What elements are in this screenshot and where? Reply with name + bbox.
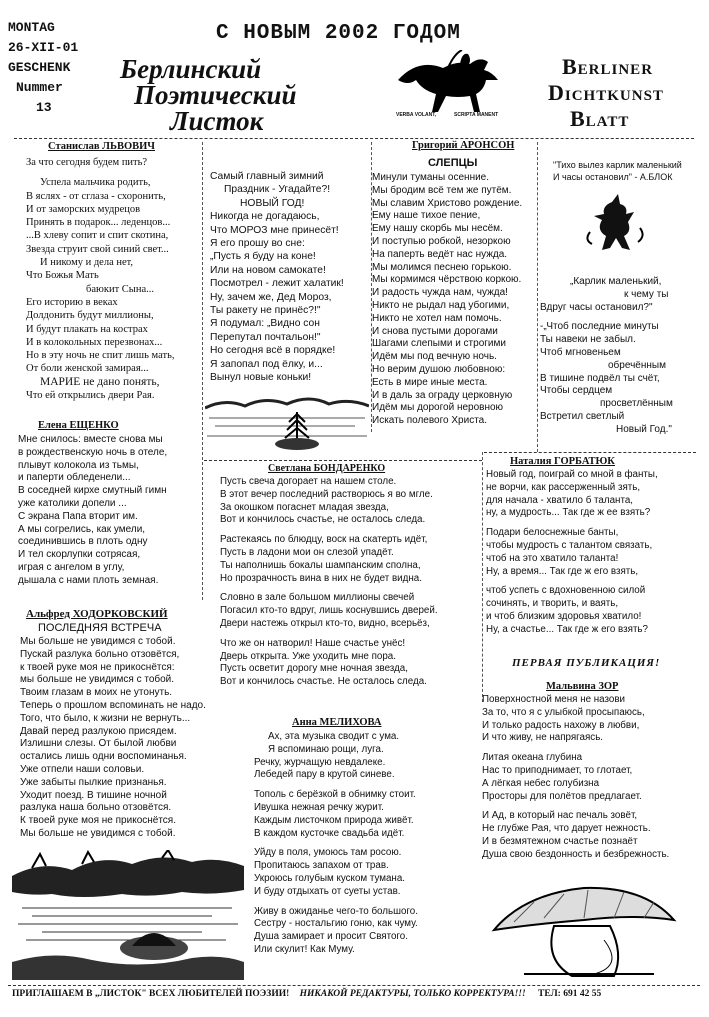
poem-line: Чтобы сердцем (540, 385, 613, 397)
poem-line: Того, что было, к жизни не вернуть... (20, 712, 191, 724)
poem-line: А лёгкая небес голубизна (482, 777, 600, 789)
poem-line: Что МОРОЗ мне принесёт! (210, 224, 339, 236)
poem-bondarenko (220, 476, 482, 689)
poem-title-last-meeting: ПОСЛЕДНЯЯ ВСТРЕЧА (38, 622, 162, 634)
logo-caption-left: VERBA VOLANT, (396, 112, 437, 118)
poem-line: И радость чужда нам, чужда! (372, 287, 508, 299)
poem-line: Тополь с берёзкой в обнимку стоит. (254, 789, 416, 801)
poem-line: не ворчи, как рассерженный зять, (486, 481, 641, 493)
poem-gorbatyuk (486, 469, 702, 637)
poem-line: И что живу, не напрягаясь. (482, 732, 604, 744)
poem-line: Посмотрел - лежит халатик! (210, 278, 344, 290)
poem-line: ...В хлеву сопит и спит скотина, (26, 230, 169, 242)
poem-line: Теперь о прошлом вспоминать не надо. (20, 699, 206, 711)
poem-lvovich (26, 156, 202, 402)
poem-line: Что же он натворил! Наше счастье унёс! (220, 637, 406, 649)
poem-line: Ему наше тихое пение, (372, 210, 481, 222)
poem-line: Двери настежь открыл кто-то, видно, всерьёз, (220, 617, 430, 629)
poem-line: Искать полевого Христа. (372, 415, 487, 427)
winter-landscape-drawing (205, 392, 369, 454)
poem-line: „Карлик маленький, (570, 276, 662, 287)
issue-type: GESCHENK (8, 60, 71, 75)
poem-line: И буду отдыхать от суеты устав. (254, 885, 401, 897)
poem-line: и паперти обледенели... (18, 472, 131, 484)
poem-line: Сестру - ностальгию гоню, как чуму. (254, 918, 418, 930)
poem-line: И в колокольных перезвонах... (26, 336, 163, 348)
poem-line: Ну, а время... Так где ж его взять, (486, 565, 639, 577)
poem-line: За то, что я с улыбкой просыпаюсь, (482, 706, 645, 718)
poem-line: Никто не хотел нам помочь. (372, 312, 502, 324)
poem-line: остались лишь одни воспоминанья. (20, 751, 187, 763)
poem-line: Пусть в ладони мои он слезой упадёт. (220, 546, 394, 558)
rule-mid-left (204, 460, 482, 461)
author-lvovich: Станислав ЛЬВОВИЧ (48, 141, 155, 152)
poem-line: Дверь открыта. Уже уходить мне пора. (220, 650, 396, 662)
author-khodorkovsky: Альфред ХОДОРКОВСКИЙ (26, 608, 168, 620)
poem-line: Идём мы дорогой неровною (372, 402, 504, 414)
poem-line: к твоей руке моя не прикоснётся: (20, 661, 175, 673)
poem-line: Я подумал: „Видно сон (210, 318, 320, 330)
poem-line: Душа свою бездонность и безбрежность. (482, 848, 670, 860)
poem-line: Пускай разлука больно отзовётся, (20, 648, 180, 660)
footer-phone: ТЕЛ: 691 42 55 (538, 989, 602, 999)
poem-line: соединившись в плоть одну (18, 536, 148, 548)
poem-line: Никто не рыдал над убогими, (372, 299, 510, 311)
poem-line: Что Божья Мать (26, 270, 99, 282)
poem-line: и чтоб близким здоровья хватило! (486, 610, 642, 622)
poem-line: За окошком погаснет младая звезда, (220, 501, 389, 513)
poem-line: И поступью робкой, незоркою (372, 235, 511, 247)
poem-line: Уже отпели наши соловьи. (20, 763, 145, 775)
poem-line: Ну, зачем же, Дед Мороз, (210, 291, 332, 303)
poem-line: Ты наполнишь бокалы шампанским сполна, (220, 559, 421, 571)
issue-info (8, 18, 108, 118)
poem-line: Но сегодня всё в порядке! (210, 345, 336, 357)
mushroom-drawing (484, 870, 684, 982)
poem-line: дышала с нами плоть земная. (18, 574, 159, 586)
footer-rule (8, 985, 700, 986)
poem-line: просветлённым (600, 398, 673, 410)
poem-new-year-child (210, 170, 370, 385)
poem-line: Самый главный зимний (210, 171, 324, 182)
title-ru-line3: Листок (170, 106, 264, 136)
poem-line: Речку, журчащую невдалеке. (254, 756, 386, 768)
poem-line: НОВЫЙ ГОД! (240, 197, 305, 209)
poem-line: -„Чтоб последние минуты (540, 321, 659, 333)
epigraph-line: "Тихо вылез карлик маленький (553, 160, 682, 170)
poem-line: к чему ты (624, 288, 669, 300)
footer (12, 989, 702, 999)
poem-line: Ему нашу скорбь мы несём. (372, 223, 503, 235)
horse-rider-logo (388, 50, 516, 120)
poem-line: Ты ракету не принёс?!" (210, 305, 321, 317)
poem-line: Но в эту ночь не спит лишь мать, (26, 350, 175, 362)
poem-line: Я запопал под ёлку, и... (210, 358, 323, 370)
poem-line: Его историю в веках (26, 296, 118, 308)
author-melikhova: Анна МЕЛИХОВА (292, 717, 382, 728)
header-rule (14, 138, 694, 139)
poem-line: Минули туманы осенние. (372, 172, 490, 183)
poem-dwarf (540, 276, 705, 437)
poem-line: Вот и кончилось счастье. Не осталось следа. (220, 676, 427, 688)
poem-line: Никогда не догадаюсь, (210, 211, 320, 223)
epigraph-line: И часы остановил" - А.БЛОК (553, 172, 673, 182)
first-publication-banner: ПЕРВАЯ ПУБЛИКАЦИЯ! (512, 657, 661, 669)
title-de-line1: Berliner (562, 54, 654, 79)
poem-line: Вынул новые коньки! (210, 372, 312, 384)
poem-line: Встретил светлый (540, 410, 625, 422)
poem-line: Не глубже Рая, что дарует нежность. (482, 823, 651, 835)
footer-invite: ПРИГЛАШАЕМ В „ЛИСТОК" ВСЕХ ЛЮБИТЕЛЕЙ ПОЭЗИИ! (12, 989, 290, 999)
title-de-line2: Dichtkunst (548, 80, 664, 105)
title-de-line3: Blatt (570, 106, 630, 131)
poem-line: И только радость нахожу в любви, (482, 719, 640, 731)
poem-line: плывут колокола из тьмы, (18, 459, 139, 471)
author-aronson: Григорий АРОНСОН (412, 140, 515, 151)
poem-line: Что ей открылись двери Рая. (26, 390, 155, 402)
poem-line: И тел скорлупки сотрясая, (18, 549, 141, 561)
poem-line: Долдонить будут миллионы, (26, 310, 154, 322)
poem-line: В яслях - от сглаза - схоронить, (26, 190, 166, 202)
poem-line: Твоим глазам в моих не утонуть. (20, 687, 173, 699)
poem-line: Уже забыты пылкие признанья. (20, 776, 167, 788)
poem-line: Каждым листочком природа живёт. (254, 814, 414, 826)
author-eshchenko: Елена ЕЩЕНКО (38, 420, 119, 431)
poem-line: В этот вечер последний растворюсь я во мгле. (220, 488, 433, 500)
poem-line: сочинять, и творить, и ваять, (486, 598, 619, 610)
poem-line: Новый Год." (616, 423, 672, 435)
poem-line: Праздник - Угадайте?! (224, 184, 331, 196)
poem-line: В каждом кусточке свадьба идёт. (254, 827, 405, 839)
poem-line: С экрана Папа вторит им. (18, 510, 138, 522)
poem-line: Мы славим Христово рождение. (372, 197, 523, 209)
poem-title-blind: СЛЕПЦЫ (428, 157, 478, 169)
new-year-greeting: С НОВЫМ 2002 ГОДОМ (216, 22, 461, 45)
issue-day: MONTAG (8, 20, 55, 35)
poem-line: Уйду в поля, умоюсь там росою. (254, 847, 402, 859)
lake-landscape-drawing (12, 850, 244, 980)
poem-line: Просторы для полётов предлагает. (482, 790, 642, 802)
poem-line: И Ад, в который нас печаль зовёт, (482, 810, 638, 822)
poem-line: Ты навеки не забыл. (540, 334, 636, 346)
poem-line: Живу в ожиданье чего-то большого. (254, 905, 418, 917)
poem-line: От боли женской замирая... (26, 363, 149, 375)
poem-line: Пропитаюсь запахом от трав. (254, 860, 389, 872)
poem-aronson (372, 172, 537, 428)
issue-date: 26-XII-01 (8, 40, 79, 55)
divider-4 (482, 452, 483, 702)
poem-line: И снова пустыми дорогами (372, 325, 498, 337)
poem-line: Мы кормимся чёрствою коркою. (372, 274, 522, 286)
poem-line: Но прозрачность вина в них не будет видна. (220, 572, 422, 584)
poem-line: В тишине подвёл ты счёт, (540, 372, 660, 384)
poem-line: Или скулит! Как Муму. (254, 943, 355, 955)
poem-line: для начала - хватило б таланта, (486, 494, 633, 506)
poem-line: Мне снилось: вместе снова мы (18, 434, 163, 445)
poem-line: Я вспоминаю рощи, луга. (268, 743, 384, 755)
logo-caption-right: SCRIPTA MANENT (454, 112, 499, 118)
poem-line: Давай перед разлукою присядем. (20, 725, 177, 737)
poem-line: Успела мальчика родить, (40, 177, 151, 189)
poem-line: Уходит поезд. В тишине ночной (20, 789, 167, 801)
poem-line: Вот и кончилось счастье, не осталось следа. (220, 514, 426, 526)
poem-line: Подари белоснежные банты, (486, 527, 619, 539)
poem-line: А мы согрелись, как умели, (18, 523, 146, 535)
poem-line: Ах, эта музыка сводит с ума. (268, 731, 400, 742)
poem-line: Словно в зале большом миллионы свечей (220, 592, 415, 604)
poem-line: Излишни слезы. От былой любви (20, 738, 177, 750)
poem-line: обречённым (608, 359, 666, 371)
poem-line: Литая океана глубина (482, 752, 583, 764)
poem-line: Нас то приподнимает, то глотает, (482, 764, 633, 776)
poem-line: уже католики допели ... (18, 497, 127, 509)
poem-line: Идём мы под вечную ночь. (372, 351, 497, 363)
poem-line: И в даль за ограду церковную (372, 389, 513, 401)
poem-line: Или на новом самокате! (210, 264, 326, 276)
rule-mid-right (484, 452, 696, 453)
poem-line: разлука наша больно отзовётся. (20, 802, 172, 814)
poem-line: И будут плакать на кострах (26, 323, 148, 335)
poem-line: И в безмятежном счастье познаёт (482, 835, 638, 847)
poem-line: Мы бродим всё тем же путём. (372, 184, 512, 196)
poem-line: Мы молимся песнею горькою. (372, 261, 512, 273)
poem-line: Пусть осветит дорогу мне ночная звезда, (220, 663, 408, 675)
poem-line: Ивушка нежная речку журит. (254, 801, 384, 813)
poem-line: ну, а мудрость... Так где ж ее взять? (486, 507, 651, 519)
poem-line: К твоей руке моя не прикоснётся. (20, 815, 176, 827)
dwarf-drawing (582, 192, 648, 256)
poem-line: Есть в мире иные места. (372, 376, 488, 388)
divider-3 (537, 142, 538, 452)
poem-line: Погасил кто-то вдруг, лишь коснувшись дверей. (220, 605, 438, 617)
footer-note: НИКАКОЙ РЕДАКТУРЫ, ТОЛЬКО КОРРЕКТУРА!!! (299, 989, 526, 999)
title-russian (120, 56, 370, 134)
author-zor: Мальвина ЗОР (546, 681, 619, 692)
poem-line: Мы больше не увидимся с тобой. (20, 827, 176, 839)
poem-line: в рождественскую ночь в отеле, (18, 446, 168, 458)
poem-line: Чтоб мгновеньем (540, 346, 621, 358)
poem-zor (482, 694, 702, 862)
poem-line: Поверхностной меня не назови (482, 694, 626, 705)
poem-line: Принять в подарок... леденцов... (26, 217, 171, 229)
issue-number-label: Nummer (16, 80, 63, 95)
poem-line: За что сегодня будем пить? (26, 157, 148, 168)
poem-line: Ну, а счастье... Так где ж его взять? (486, 623, 648, 635)
poem-line: МАРИЕ не дано понять, (40, 375, 160, 388)
poem-khodorkovsky (20, 636, 230, 841)
poem-line: чтоб на это хватило таланта! (486, 552, 619, 564)
poem-line: Шагами слепыми и строгими (372, 338, 506, 350)
poem-line: мы больше не увидимся с тобой. (20, 674, 175, 686)
poem-line: Укроюсь голубым куском тумана. (254, 872, 405, 884)
poem-line: И никому и дела нет, (40, 257, 134, 269)
poem-line: баюкит Сына... (86, 283, 154, 295)
poem-line: Перепутал почтальон!" (210, 331, 321, 343)
poem-line: В соседней кирхе смутный гимн (18, 485, 167, 497)
poem-line: Растекаясь по блюдцу, воск на скатерть идёт, (220, 534, 428, 546)
poem-line: Звезда струит свой синий свет... (26, 243, 169, 255)
poem-line: „Пусть я буду на коне! (210, 251, 316, 263)
poem-line: Мы больше не увидимся с тобой. (20, 636, 176, 647)
poem-eshchenko (18, 434, 202, 588)
title-ru-line1: Берлинский (120, 54, 262, 84)
poem-line: Лебедей пару в крутой синеве. (254, 769, 395, 781)
author-gorbatyuk: Наталия ГОРБАТЮК (510, 456, 615, 467)
author-bondarenko: Светлана БОНДАРЕНКО (268, 463, 386, 474)
poem-line: чтобы мудрость с талантом связать, (486, 539, 653, 551)
poem-line: Пусть свеча догорает на нашем столе. (220, 476, 397, 487)
poem-line: чтоб успеть с вдохновенною силой (486, 585, 646, 597)
poem-line: Но верим душою любовною: (372, 363, 506, 375)
poem-line: играя с ангелом в углу, (18, 561, 125, 573)
poem-line: Я его прошу во сне: (210, 238, 305, 250)
poem-melikhova (254, 731, 480, 957)
epigraph-blok (553, 159, 703, 183)
poem-line: Вдруг часы остановил?" (540, 301, 653, 313)
poem-line: На паперть ведёт нас нужда. (372, 248, 508, 260)
issue-number: 13 (36, 100, 52, 115)
title-german (548, 54, 698, 132)
poem-line: Душа замирает и просит Святого. (254, 931, 408, 943)
title-ru-line2: Поэтический (134, 80, 297, 110)
poem-line: И от заморских мудрецов (26, 203, 141, 215)
divider-1 (202, 142, 203, 600)
poem-line: Новый год, поиграй со мной в фанты, (486, 469, 658, 480)
